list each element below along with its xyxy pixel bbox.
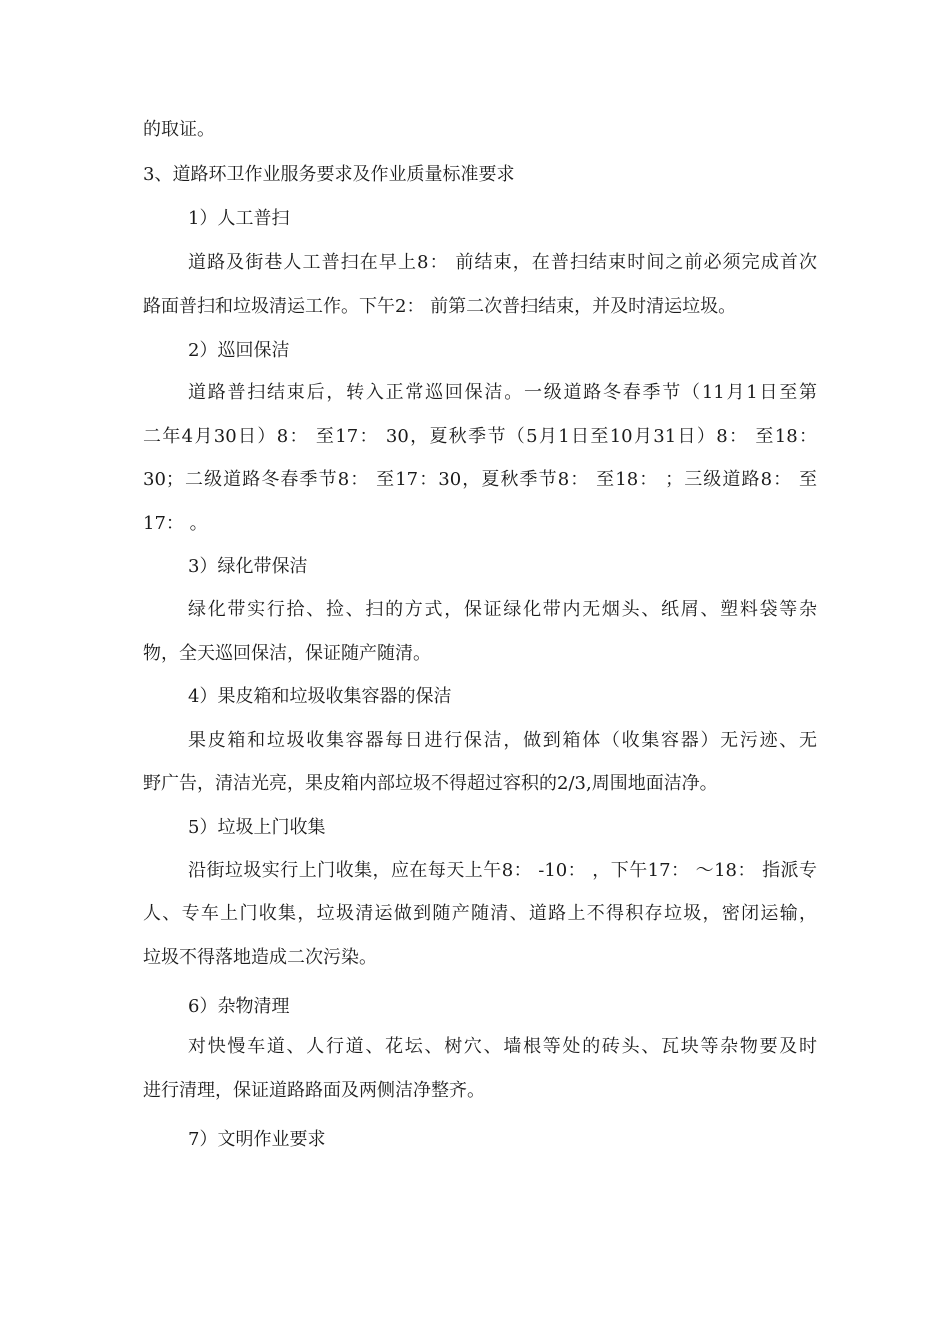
paragraph-line: 17： 。	[143, 513, 208, 534]
subsection-heading: 5）垃圾上门收集	[188, 817, 326, 838]
section-heading: 3、道路环卫作业服务要求及作业质量标准要求	[143, 164, 515, 185]
paragraph-line: 果皮箱和垃圾收集容器每日进行保洁，做到箱体（收集容器）无污迹、无	[188, 730, 817, 751]
paragraph-line: 道路及街巷人工普扫在早上8： 前结束，在普扫结束时间之前必须完成首次	[188, 252, 817, 273]
paragraph-line: 二年4月30日）8： 至17： 30，夏秋季节（5月1日至10月31日）8： 至18：	[143, 426, 817, 447]
paragraph-line: 垃圾不得落地造成二次污染。	[143, 947, 377, 968]
paragraph-line: 野广告，清洁光亮，果皮箱内部垃圾不得超过容积的2/3,周围地面洁净。	[143, 773, 718, 794]
paragraph-line: 进行清理，保证道路路面及两侧洁净整齐。	[143, 1080, 485, 1101]
subsection-heading: 7）文明作业要求	[188, 1129, 326, 1150]
paragraph-line: 物，全天巡回保洁，保证随产随清。	[143, 643, 431, 664]
subsection-heading: 3）绿化带保洁	[188, 556, 308, 577]
paragraph-line: 人、专车上门收集，垃圾清运做到随产随清、道路上不得积存垃圾，密闭运输，	[143, 903, 817, 924]
paragraph-line: 沿街垃圾实行上门收集，应在每天上午8： -10： ，下午17： 〜18： 指派专	[188, 860, 817, 881]
subsection-heading: 2）巡回保洁	[188, 340, 290, 361]
paragraph-line: 绿化带实行拾、捡、扫的方式，保证绿化带内无烟头、纸屑、塑料袋等杂	[188, 599, 817, 620]
subsection-heading: 6）杂物清理	[188, 996, 290, 1017]
paragraph-line: 对快慢车道、人行道、花坛、树穴、墙根等处的砖头、瓦块等杂物要及时	[188, 1036, 817, 1057]
text-line: 的取证。	[143, 119, 215, 140]
subsection-heading: 1）人工普扫	[188, 208, 290, 229]
paragraph-line: 30；二级道路冬春季节8： 至17：30，夏秋季节8： 至18： ；三级道路8： 至	[143, 469, 817, 490]
subsection-heading: 4）果皮箱和垃圾收集容器的保洁	[188, 686, 452, 707]
paragraph-line: 路面普扫和垃圾清运工作。下午2： 前第二次普扫结束，并及时清运垃圾。	[143, 296, 737, 317]
paragraph-line: 道路普扫结束后，转入正常巡回保洁。一级道路冬春季节（11月1日至第	[188, 382, 817, 403]
